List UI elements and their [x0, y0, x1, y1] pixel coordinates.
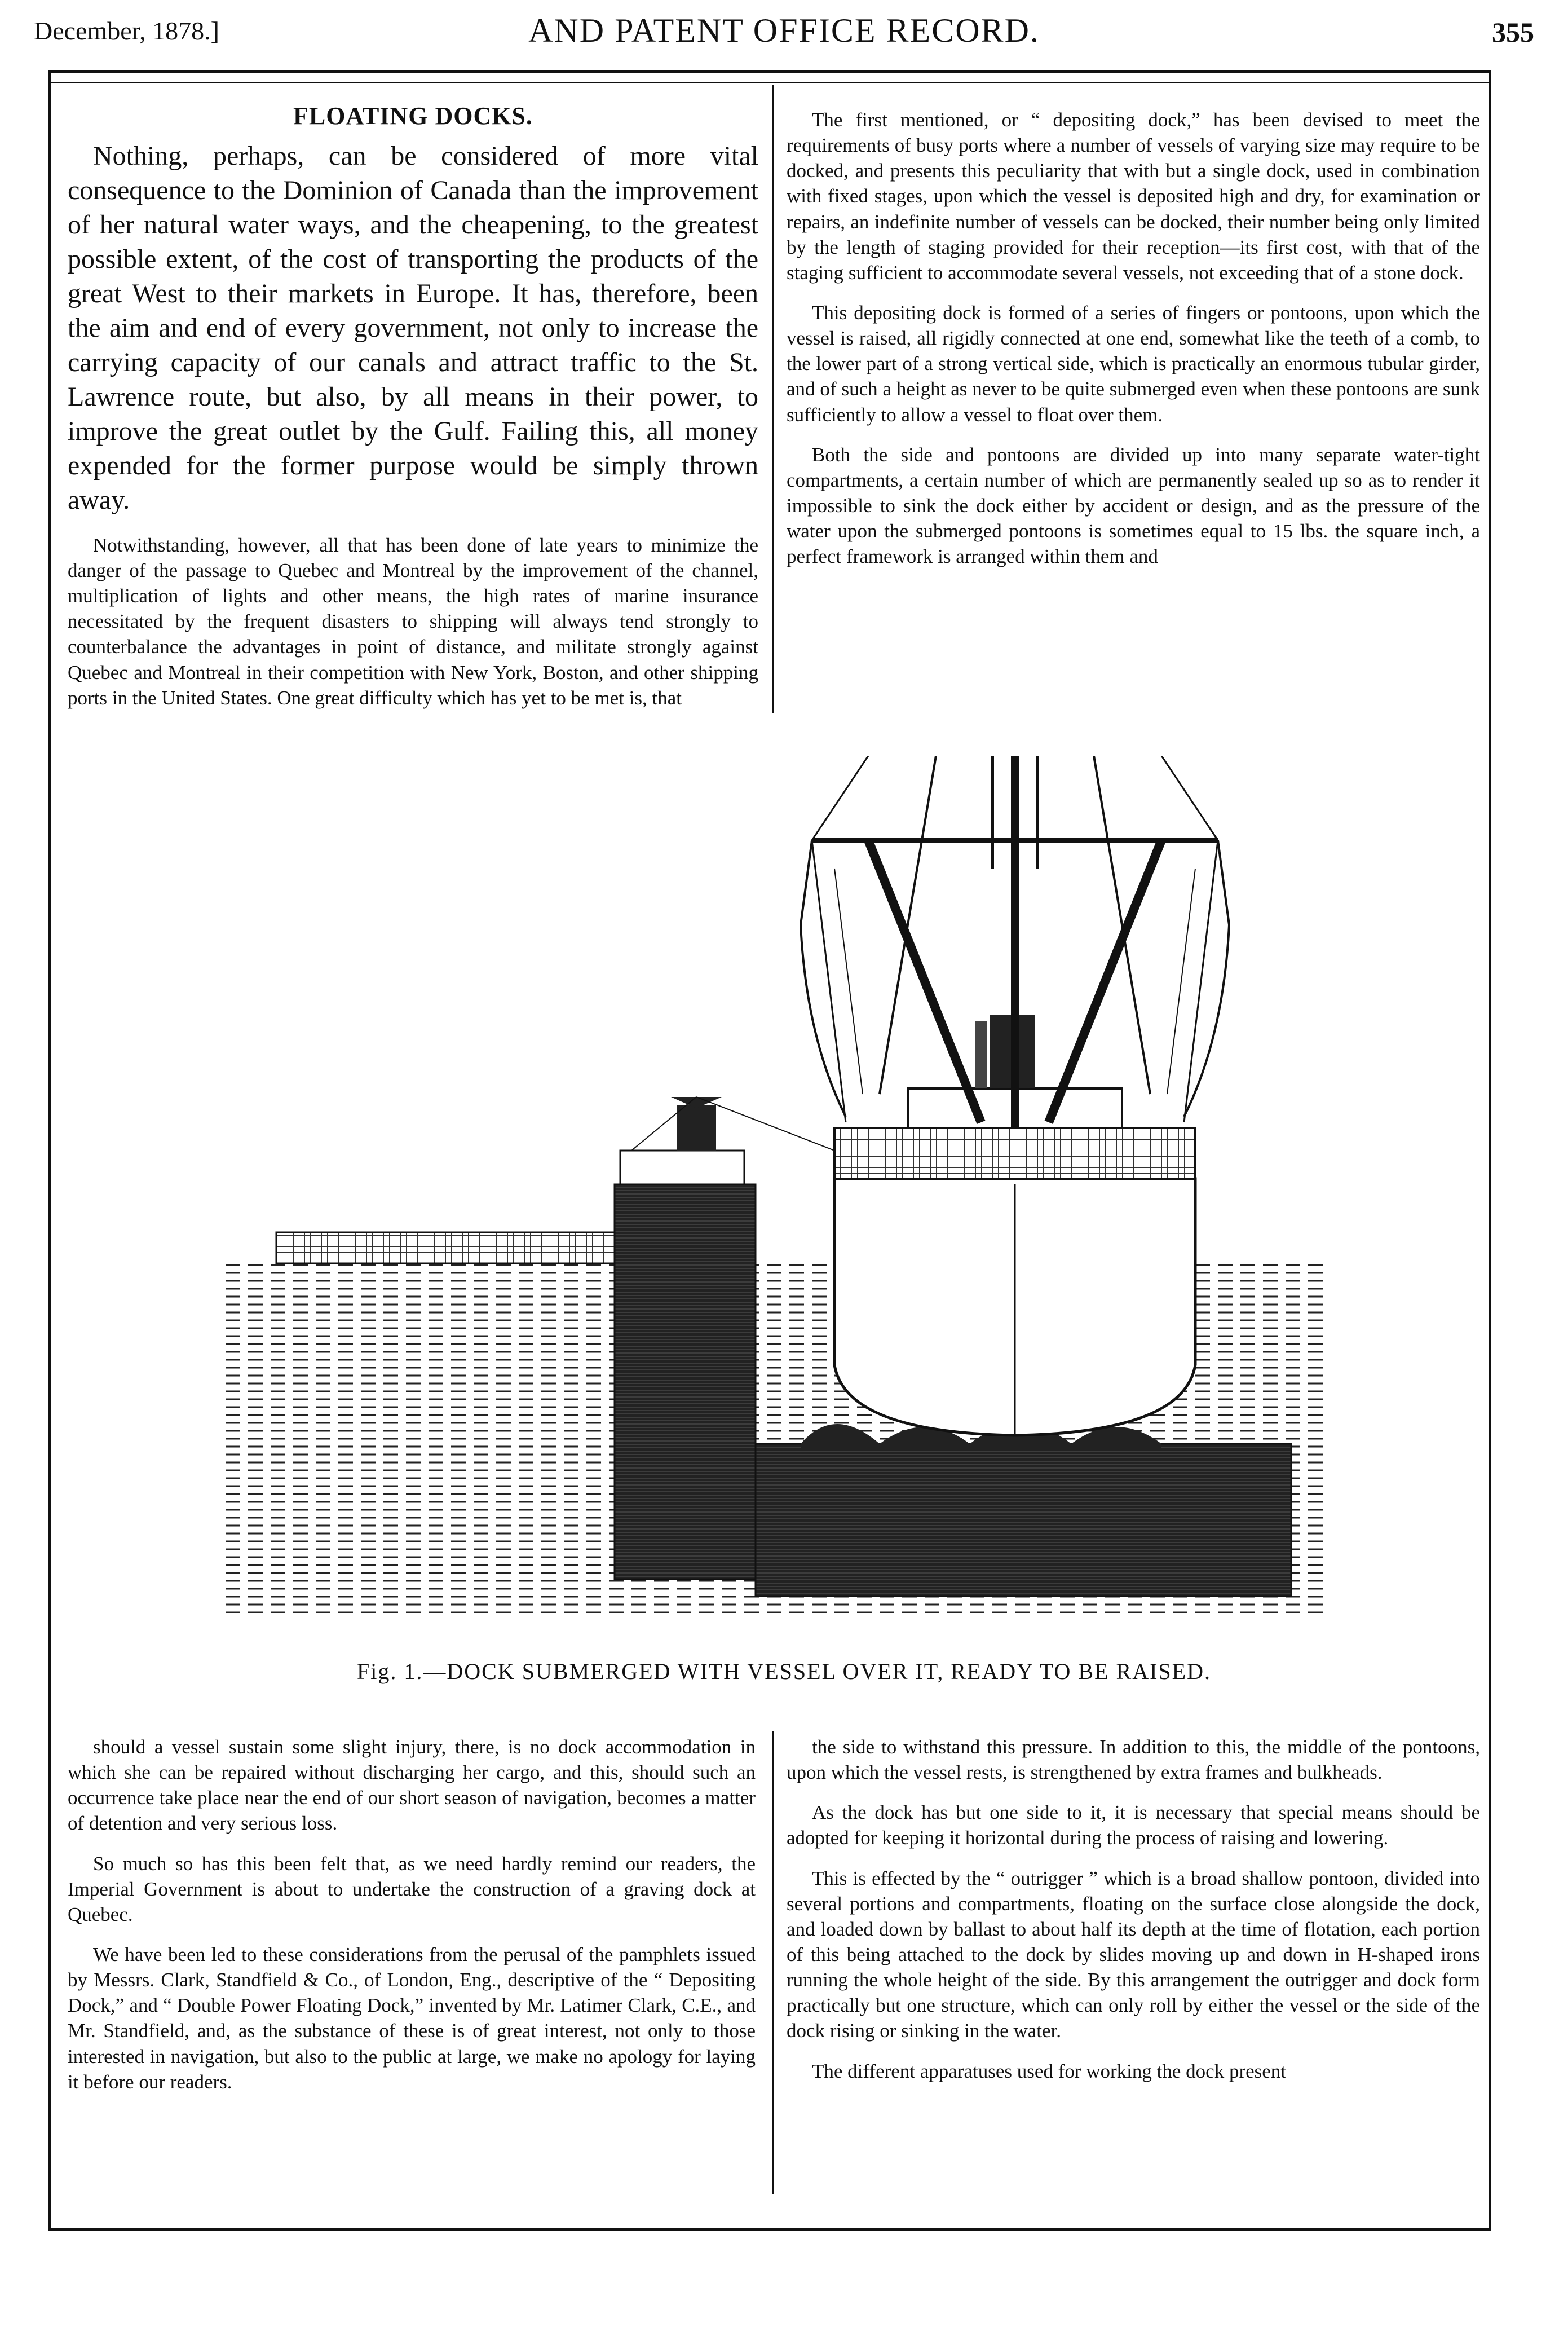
- paragraph: should a vessel sustain some slight injury, there, is no dock accommodation in which she can be repaired without discharging her cargo, and this, should such an occurrence take place near the end of our short season of navigation, becomes a matter of detention and very serious loss.: [68, 1736, 756, 1835]
- paragraph: So much so has this been felt that, as we need hardly remind our readers, the Imperial Government is about to undertake the construction of a graving dock at Quebec.: [68, 1852, 756, 1925]
- paragraph: As the dock has but one side to it, it is necessary that special means should be adopted for keeping it horizontal during the process of raising and lowering.: [787, 1801, 1480, 1849]
- paragraph: Nothing, perhaps, can be considered of more vital consequence to the Dominion of Canada than the improvement of her natural water ways, and the cheapening, to the greatest possible extent, of the cost of transporting the products of the great West to their markets in Europe. It has, therefore, been the aim and end of every government, not only to increase the carrying capacity of our canals and attract traffic to the St. Lawrence route, but also, by all means in their power, to improve the great outlet by the Gulf. Failing this, all money expended for the former purpose would be simply thrown away.: [68, 141, 758, 515]
- page-number: 355: [1492, 16, 1534, 48]
- paragraph: This depositing dock is formed of a series of fingers or pontoons, upon which the vessel is raised, all rigidly connected at one end, somewhat like the teeth of a comb, to the lower part of a strong vertical side, which is practically an enormous tubular girder, and of such a height as never to be quite submerged even when these pontoons are sunk sufficiently to allow a vessel to float over them.: [787, 301, 1480, 426]
- running-head: [34, 11, 1534, 51]
- issue-date: December, 1878.]: [34, 16, 219, 45]
- column-2-top: [787, 107, 1480, 584]
- paragraph: Both the side and pontoons are divided up into many separate water-tight compartments, a certain number of which are permanently sealed up so as to render it impossible to sink the dock either by accident or design, and as the pressure of the water upon the submerged pontoons is sometimes equal to 15 lbs. the square inch, a perfect framework is arranged within them and: [787, 443, 1480, 568]
- paragraph: Notwithstanding, however, all that has been done of late years to minimize the danger of the passage to Quebec and Montreal by the improvement of the channel, multiplication of lights and other means, the high rates of marine insurance necessitated by the frequent disasters to shipping will always tend strongly to counterbalance the advantages in point of distance, and militate strongly against Quebec and Montreal in their competition with New York, Boston, and other shipping ports in the United States. One great difficulty which has yet to be met is, that: [68, 534, 758, 709]
- paragraph: We have been led to these considerations from the perusal of the pamphlets issued by Messrs. Clark, Standfield & Co., of London, Eng., descriptive of the “ Depositing Dock,” and “ Double Power Floating Dock,” invented by Mr. Latimer Clark, C.E., and Mr. Standfield, and, as the substance of these is of great interest, not only to those interested in navigation, but also to the public at large, we make no apology for laying it before our readers.: [68, 1943, 756, 2093]
- dock-side-tower: [615, 1184, 756, 1579]
- paragraph: the side to withstand this pressure. In addition to this, the middle of the pontoons, upon which the vessel rests, is strengthened by extra frames and bulkheads.: [787, 1736, 1480, 1784]
- paragraph: The different apparatuses used for working the dock present: [812, 2060, 1287, 2082]
- publication-title: AND PATENT OFFICE RECORD.: [528, 12, 1040, 49]
- column-rule-bottom: [772, 1731, 774, 2194]
- column-1-top: [68, 96, 758, 725]
- frame-double-rule: [48, 82, 1491, 83]
- paragraph: The first mentioned, or “ depositing dock,” has been devised to meet the requirements of busy ports where a number of vessels of varying size may require to be docked, and presents this peculiarity that with but a single dock, used in combination with fixed stages, upon which the vessel is deposited high and dry, for examination or repairs, an indefinite number of vessels can be docked, their number being only limited by the length of staging provided for their reception—its first cost, with that of the staging sufficient to accommodate several vessels, not exceeding that of a stone dock.: [787, 109, 1480, 284]
- pontoons: [756, 1444, 1291, 1596]
- article-title: FLOATING DOCKS.: [293, 102, 533, 130]
- figure-caption: Fig. 1.—DOCK SUBMERGED WITH VESSEL OVER IT, READY TO BE RAISED.: [357, 1659, 1211, 1684]
- column-rule-top: [772, 85, 774, 713]
- illustration-dock-with-vessel: [203, 756, 1331, 1641]
- paragraph: This is effected by the “ outrigger ” which is a broad shallow pontoon, divided into several portions and compartments, floating on the surface close alongside the dock, and loaded down by ballast to about half its depth at the time of flotation, each portion of this being attached to the dock by slides moving up and down in H-shaped irons running the whole height of the side. By this arrangement the outrigger and dock form practically but one structure, which can only roll by either the vessel or the side of the dock rising or sinking in the water.: [787, 1867, 1480, 2042]
- column-1-bottom: [68, 1734, 756, 2109]
- column-2-bottom: [787, 1734, 1480, 2099]
